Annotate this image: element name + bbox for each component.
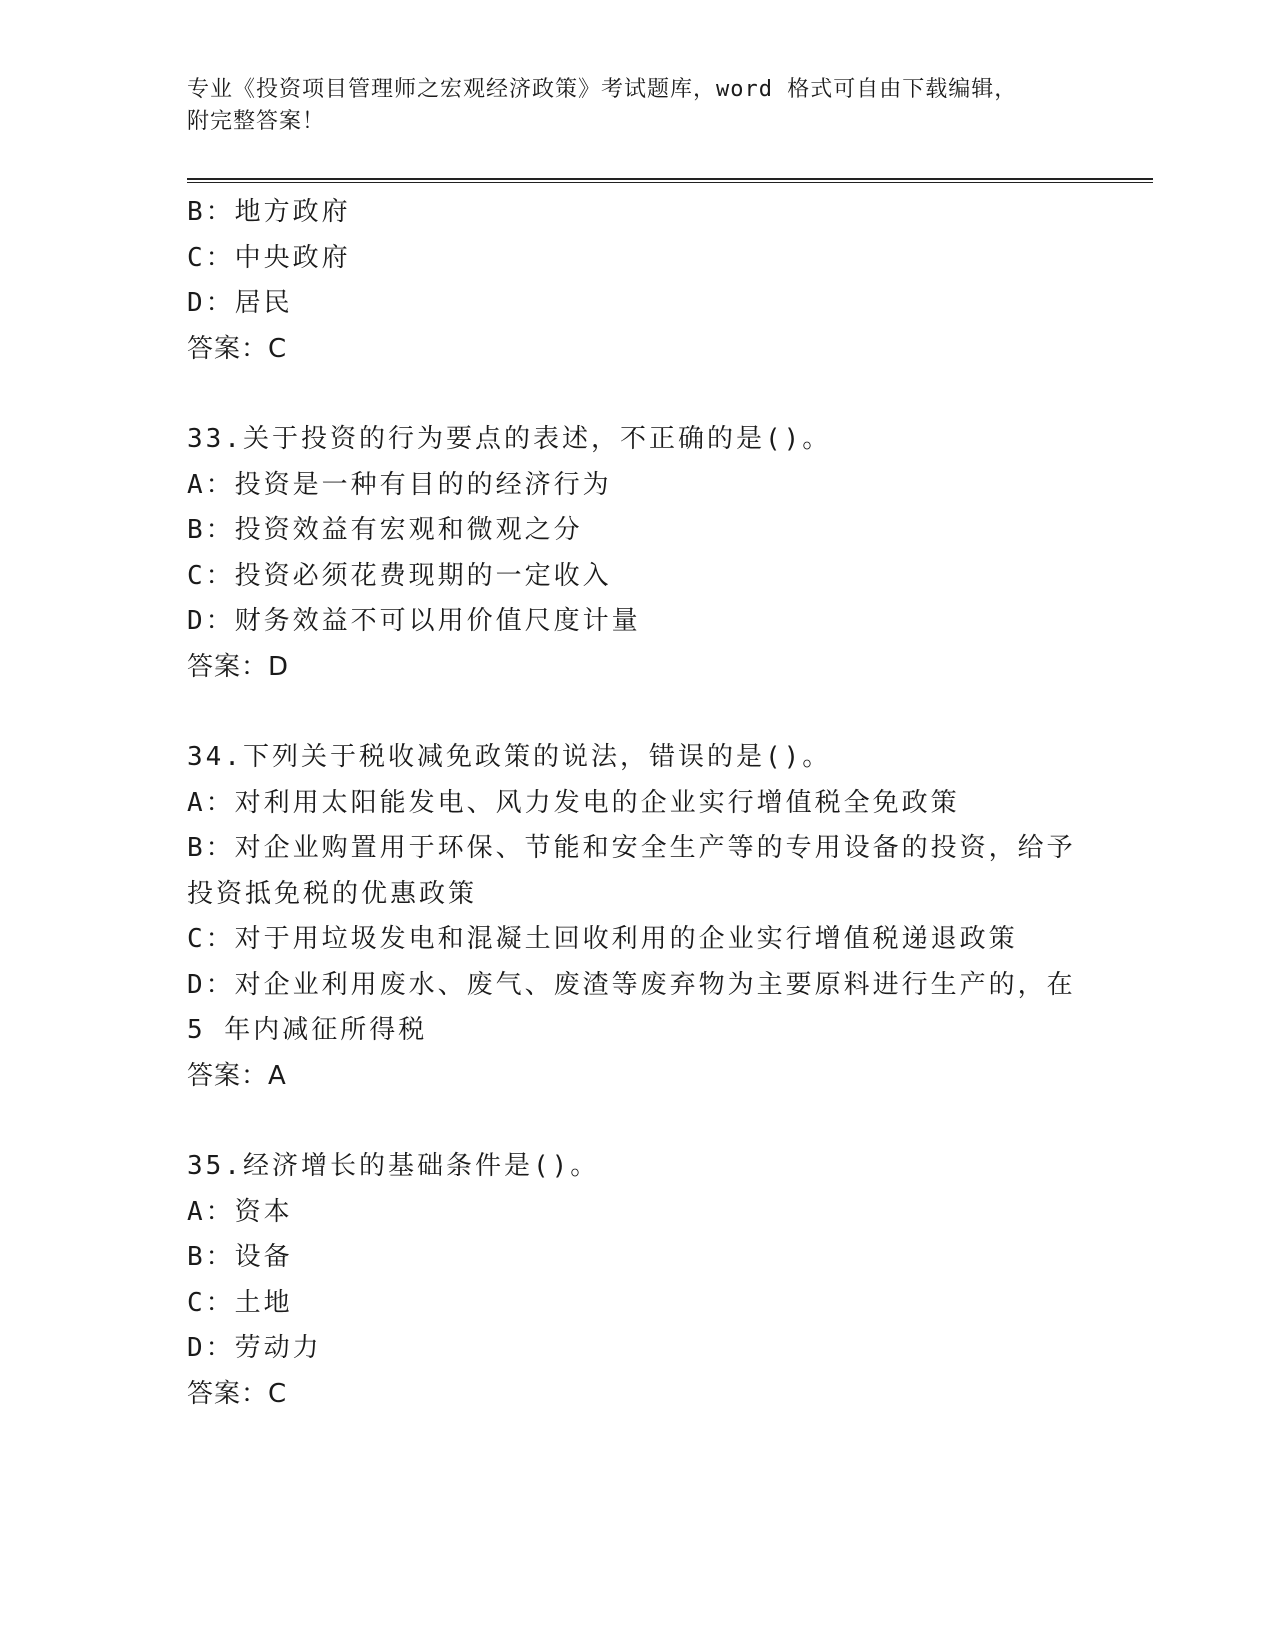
option-b: B：地方政府	[187, 197, 351, 227]
answer: 答案：A	[187, 1060, 287, 1091]
question-34	[187, 735, 1087, 1099]
question-content	[187, 190, 1087, 1417]
option-a: A：投资是一种有目的的经济行为	[187, 469, 612, 500]
option-d: D：劳动力	[187, 1333, 322, 1363]
question-33	[187, 417, 1087, 690]
question-stem: 33.关于投资的行为要点的表述，不正确的是()。	[187, 424, 832, 454]
option-a: A：对利用太阳能发电、风力发电的企业实行增值税全免政策	[187, 787, 960, 818]
option-b: B：设备	[187, 1242, 293, 1272]
question-stem: 35.经济增长的基础条件是()。	[187, 1151, 600, 1181]
option-d: D：财务效益不可以用价值尺度计量	[187, 606, 641, 636]
option-b: B：对企业购置用于环保、节能和安全生产等的专用设备的投资，给予	[187, 833, 1076, 863]
option-a: A：资本	[187, 1196, 293, 1227]
option-b: B：投资效益有宏观和微观之分	[187, 515, 583, 545]
option-c: C：土地	[187, 1287, 293, 1318]
header-line-1: 专业《投资项目管理师之宏观经济政策》考试题库，word 格式可自由下载编辑，	[187, 77, 1018, 102]
header-line-2: 附完整答案！	[187, 109, 326, 134]
answer: 答案：C	[187, 333, 288, 364]
answer: 答案：D	[187, 651, 290, 682]
question-fragment	[187, 190, 1087, 372]
option-d: D：居民	[187, 288, 293, 318]
answer: 答案：C	[187, 1378, 288, 1409]
option-c: C：中央政府	[187, 242, 351, 273]
option-c: C：投资必须花费现期的一定收入	[187, 560, 612, 591]
option-d: D：对企业利用废水、废气、废渣等废弃物为主要原料进行生产的，在	[187, 969, 1076, 1000]
question-35	[187, 1144, 1087, 1417]
question-stem: 34.下列关于税收减免政策的说法，错误的是()。	[187, 742, 832, 772]
header-divider	[187, 178, 1153, 183]
option-d-continued: 5 年内减征所得税	[187, 1015, 428, 1045]
option-b-continued: 投资抵免税的优惠政策	[187, 878, 478, 909]
option-c: C：对于用垃圾发电和混凝土回收利用的企业实行增值税递退政策	[187, 924, 1018, 954]
document-header	[187, 74, 1087, 138]
